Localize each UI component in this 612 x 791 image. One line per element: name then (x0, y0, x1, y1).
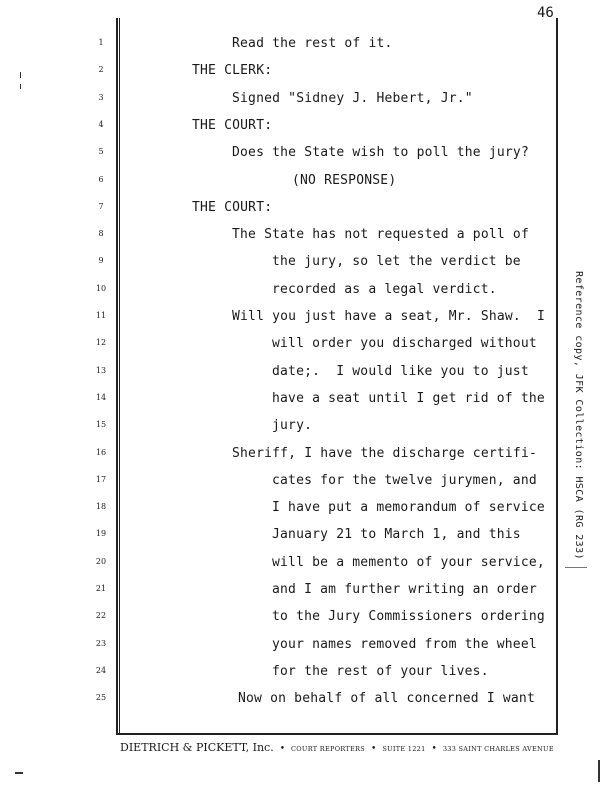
transcript-line: your names removed from the wheel (272, 636, 537, 652)
line-number: 25 (95, 693, 107, 703)
transcript-line: The State has not requested a poll of (232, 227, 529, 243)
transcript-line: and I am further writing an order (272, 582, 537, 597)
line-number: 12 (95, 338, 107, 348)
margin-mark (565, 567, 587, 568)
line-number: 15 (95, 420, 107, 430)
bottom-rule (116, 733, 558, 735)
transcript-line: the jury, so let the verdict be (272, 254, 521, 270)
left-margin-rule (116, 18, 118, 734)
firm-name: DIETRICH & PICKETT, Inc. (120, 741, 274, 754)
firm-address: 333 SAINT CHARLES AVENUE (442, 745, 554, 753)
margin-mark (20, 84, 21, 89)
transcript-line: THE CLERK: (192, 63, 273, 79)
transcript-line: (NO RESPONSE) (292, 172, 397, 188)
line-number: 7 (98, 201, 104, 211)
transcript-line: will order you discharged without (272, 336, 537, 352)
margin-mark (598, 760, 600, 782)
line-number: 9 (98, 256, 104, 266)
line-number: 5 (98, 147, 104, 157)
line-number: 3 (98, 92, 104, 102)
line-number: 4 (98, 119, 104, 129)
footer-bullet: • (371, 744, 377, 754)
transcript-line: have a seat until I get rid of the (272, 390, 545, 406)
transcript-line: will be a memento of your service, (272, 554, 545, 570)
transcript-line: Will you just have a seat, Mr. Shaw. I (232, 309, 546, 324)
line-number: 14 (95, 392, 107, 402)
transcript-line: date;. I would like you to just (272, 363, 529, 379)
transcript-line: Now on behalf of all concerned I want (238, 691, 535, 707)
footer-bullet: • (279, 744, 286, 754)
line-number: 11 (95, 311, 107, 320)
archive-stamp-text: Reference copy, JFK Collection: HSCA (RG 233) (573, 271, 584, 560)
line-number: 2 (98, 65, 104, 75)
line-number: 17 (95, 474, 107, 484)
line-number: 16 (95, 447, 107, 457)
line-number: 6 (98, 174, 104, 184)
transcript-line: Does the State wish to poll the jury? (232, 145, 529, 161)
line-number: 10 (95, 283, 107, 293)
footer (120, 741, 552, 754)
transcript-line: jury. (272, 418, 313, 434)
page-number: 46 (537, 5, 554, 21)
transcript-line: January 21 to March 1, and this (272, 527, 521, 543)
firm-role: COURT REPORTERS (291, 745, 366, 753)
transcript-line: Signed "Sidney J. Hebert, Jr." (232, 90, 473, 106)
line-number: 18 (95, 502, 107, 512)
line-number: 21 (95, 584, 107, 593)
firm-suite: SUITE 1221 (382, 745, 426, 753)
margin-mark (15, 772, 23, 774)
transcript-line: to the Jury Commissioners ordering (272, 609, 545, 625)
line-number: 22 (95, 611, 107, 621)
transcript-line: THE COURT: (192, 199, 273, 215)
line-number: 23 (95, 638, 107, 648)
footer-bullet: • (431, 744, 437, 754)
transcript-line: I have put a memorandum of service (272, 500, 545, 516)
margin-mark (20, 72, 21, 78)
transcript-line: Read the rest of it. (232, 36, 393, 51)
line-number: 24 (95, 665, 107, 675)
line-number: 8 (98, 229, 104, 239)
right-margin-rule (556, 18, 558, 734)
transcript-line: recorded as a legal verdict. (272, 281, 497, 297)
transcript-line: Sheriff, I have the discharge certifi- (232, 445, 538, 461)
transcript-line: cates for the twelve jurymen, and (272, 472, 537, 488)
transcript-line: THE COURT: (192, 117, 273, 133)
left-margin-rule-inner (119, 18, 120, 734)
archive-stamp (573, 271, 593, 560)
line-number: 20 (95, 556, 107, 566)
line-number: 13 (95, 365, 107, 375)
transcript-line: for the rest of your lives. (272, 663, 489, 679)
line-number: 1 (98, 38, 104, 47)
line-number: 19 (95, 529, 107, 539)
